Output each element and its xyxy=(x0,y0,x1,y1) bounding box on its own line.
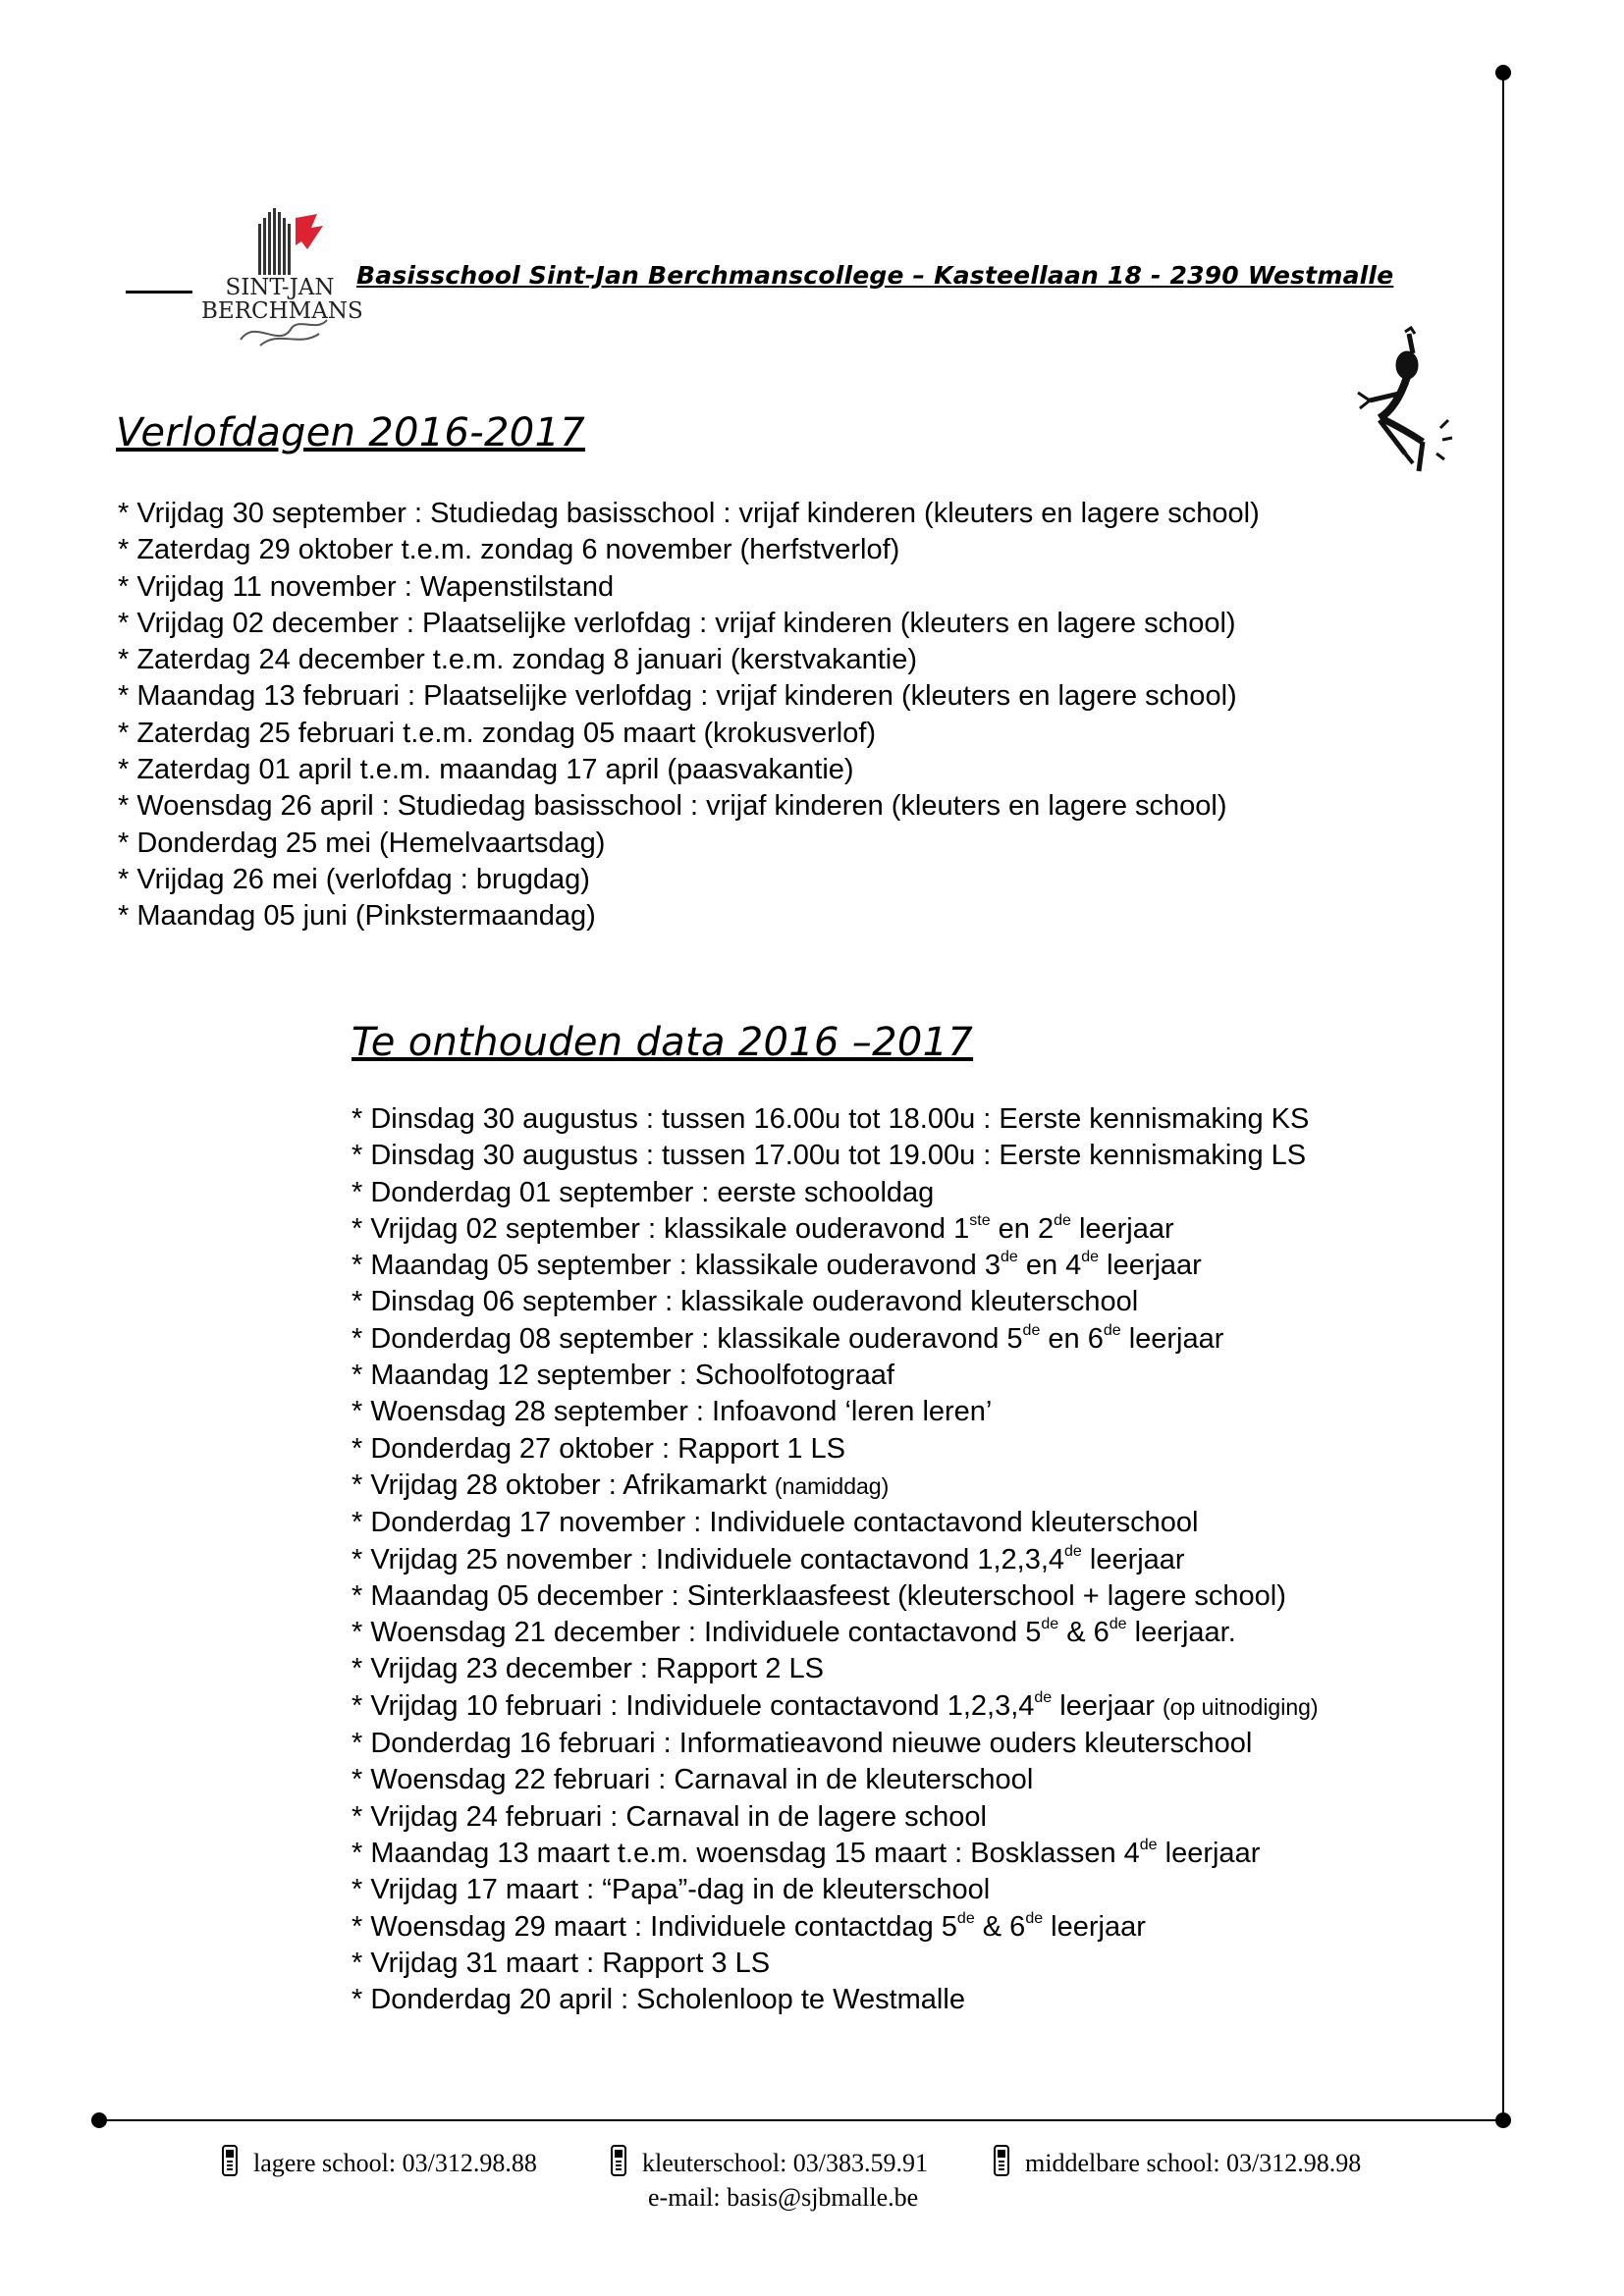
phone-icon xyxy=(218,2143,242,2178)
list-item-text: leerjaar xyxy=(1120,1322,1224,1355)
list-item: * Maandag 13 februari : Plaatselijke verlofdag : vrijaf kinderen (kleuters en lagere school) xyxy=(118,680,1237,713)
superscript: de xyxy=(1103,1321,1121,1339)
list-item-text: leerjaar xyxy=(1070,1212,1174,1245)
list-item xyxy=(352,1505,1319,1541)
list-item-text: * Donderdag 27 oktober : Rapport 1 LS xyxy=(352,1432,845,1465)
footer-lagere-school: lagere school: 03/312.98.88 xyxy=(253,2149,537,2177)
list-item xyxy=(352,1542,1319,1578)
frame-bottom-line xyxy=(98,2119,1504,2121)
figure-illustration xyxy=(1350,324,1468,491)
list-item xyxy=(352,1946,1319,1982)
footer-email: e-mail: basis@sjbmalle.be xyxy=(648,2183,919,2212)
list-item-text: (op uitnodiging) xyxy=(1163,1693,1319,1720)
list-item xyxy=(352,1909,1319,1946)
list-item-text: * Maandag 05 december : Sinterklaasfeest (kleuterschool + lagere school) xyxy=(352,1579,1286,1612)
list-item-text: leerjaar. xyxy=(1126,1617,1236,1649)
list-item xyxy=(352,1284,1319,1320)
figure-illustration-icon xyxy=(1350,324,1468,491)
list-item: * Vrijdag 30 september : Studiedag basisschool : vrijaf kinderen (kleuters en lagere school) xyxy=(118,498,1260,529)
list-item xyxy=(352,1688,1319,1726)
list-item-text: * Woensdag 22 februari : Carnaval in de kleuterschool xyxy=(352,1764,1034,1796)
list-item xyxy=(352,1101,1319,1138)
superscript: de xyxy=(1139,1836,1158,1853)
list-item xyxy=(352,1726,1319,1762)
verlofdagen-title: Verlofdagen 2016-2017 xyxy=(116,410,586,455)
list-item xyxy=(352,1431,1319,1468)
list-item-text: & 6 xyxy=(974,1910,1026,1943)
list-item: * Donderdag 25 mei (Hemelvaartsdag) xyxy=(118,827,606,859)
superscript: de xyxy=(1081,1249,1100,1266)
list-item xyxy=(352,1836,1319,1872)
phone-icon xyxy=(990,2143,1013,2178)
list-item-text: en 4 xyxy=(1017,1250,1082,1282)
list-item xyxy=(352,1799,1319,1836)
frame-dot-left xyxy=(91,2112,107,2128)
superscript: de xyxy=(956,1909,975,1927)
list-item-text: * Woensdag 29 maart : Individuele contactdag 5 xyxy=(352,1910,957,1943)
list-item-text: * Donderdag 08 september : klassikale ouderavond 5 xyxy=(352,1322,1023,1355)
superscript: de xyxy=(1064,1542,1082,1560)
list-item xyxy=(352,1321,1319,1358)
list-item: * Zaterdag 25 februari t.e.m. zondag 05 maart (krokusverlof) xyxy=(118,717,877,749)
list-item-text: * Donderdag 20 april : Scholenloop te Westmalle xyxy=(352,1984,965,2016)
list-item-text: * Dinsdag 06 september : klassikale ouderavond kleuterschool xyxy=(352,1286,1139,1318)
list-item: * Vrijdag 02 december : Plaatselijke verlofdag : vrijaf kinderen (kleuters en lagere school) xyxy=(118,607,1236,639)
frame-dot-top xyxy=(1495,65,1511,80)
list-item-text: * Dinsdag 30 augustus : tussen 17.00u tot 19.00u : Eerste kennismaking LS xyxy=(352,1140,1307,1172)
superscript: de xyxy=(1034,1688,1053,1706)
list-item-text: leerjaar xyxy=(1052,1689,1164,1722)
list-item-text: & 6 xyxy=(1058,1617,1110,1649)
superscript: de xyxy=(1054,1211,1071,1229)
superscript: de xyxy=(1025,1909,1044,1927)
list-item-text: * Woensdag 28 september : Infoavond ‘leren leren’ xyxy=(352,1396,993,1428)
list-item-text: * Donderdag 16 februari : Informatieavond nieuwe ouders kleuterschool xyxy=(352,1728,1253,1760)
list-item-text: * Donderdag 17 november : Individuele contactavond kleuterschool xyxy=(352,1507,1199,1539)
list-item xyxy=(352,1138,1319,1174)
frame-dot-corner xyxy=(1495,2112,1511,2128)
list-item: * Zaterdag 01 april t.e.m. maandag 17 april (paasvakantie) xyxy=(118,754,854,786)
list-item xyxy=(352,1248,1319,1284)
onthouden-title: Te onthouden data 2016 –2017 xyxy=(352,1020,974,1065)
list-item: * Zaterdag 29 oktober t.e.m. zondag 6 november (herfstverlof) xyxy=(118,534,900,566)
superscript: de xyxy=(1109,1616,1127,1633)
list-item-text: * Vrijdag 10 februari : Individuele contactavond 1,2,3,4 xyxy=(352,1689,1035,1722)
list-item-text: * Maandag 12 september : Schoolfotograaf xyxy=(352,1360,894,1392)
list-item-text: * Vrijdag 23 december : Rapport 2 LS xyxy=(352,1653,824,1685)
list-item-text: leerjaar xyxy=(1043,1910,1146,1943)
superscript: de xyxy=(1041,1616,1059,1633)
superscript: de xyxy=(1022,1321,1041,1339)
list-item-text: * Vrijdag 25 november : Individuele contactavond 1,2,3,4 xyxy=(352,1543,1065,1575)
list-item: * Vrijdag 26 mei (verlofdag : brugdag) xyxy=(118,863,590,895)
list-item-text: * Maandag 13 maart t.e.m. woensdag 15 maart : Bosklassen 4 xyxy=(352,1837,1140,1869)
list-item: * Maandag 05 juni (Pinkstermaandag) xyxy=(118,900,596,933)
list-item xyxy=(352,1651,1319,1687)
list-item xyxy=(352,1175,1319,1211)
list-item-text: en 6 xyxy=(1040,1322,1104,1355)
frame-right-line xyxy=(1502,73,1504,2120)
superscript: de xyxy=(1000,1249,1018,1266)
list-item xyxy=(352,1394,1319,1430)
footer-kleuterschool: kleuterschool: 03/383.59.91 xyxy=(642,2149,929,2177)
list-item-text: * Vrijdag 17 maart : “Papa”-dag in de kleuterschool xyxy=(352,1874,991,1906)
list-item xyxy=(352,1872,1319,1908)
list-item xyxy=(352,1358,1319,1394)
logo-name-line1: SINT-JAN xyxy=(225,275,335,300)
list-item-text: * Dinsdag 30 augustus : tussen 16.00u tot 18.00u : Eerste kennismaking KS xyxy=(352,1103,1310,1135)
verlofdagen-list xyxy=(118,496,1260,935)
list-item-text: * Vrijdag 24 februari : Carnaval in de lagere school xyxy=(352,1800,987,1833)
list-item-text: * Vrijdag 28 oktober : Afrikamarkt xyxy=(352,1468,775,1501)
list-item-text: * Donderdag 01 september : eerste schooldag xyxy=(352,1176,935,1208)
list-item xyxy=(352,1762,1319,1798)
list-item xyxy=(352,1211,1319,1248)
list-item xyxy=(352,1982,1319,2018)
school-logo xyxy=(201,202,363,349)
list-item-text: leerjaar xyxy=(1081,1543,1185,1575)
phone-icon xyxy=(607,2143,630,2178)
list-item-text: en 2 xyxy=(990,1212,1055,1245)
list-item: * Zaterdag 24 december t.e.m. zondag 8 januari (kerstvakantie) xyxy=(118,644,918,676)
list-item-text: * Woensdag 21 december : Individuele contactavond 5 xyxy=(352,1617,1042,1649)
list-item-text: (namiddag) xyxy=(774,1472,890,1499)
list-item: * Vrijdag 11 november : Wapenstilstand xyxy=(118,570,615,603)
list-item xyxy=(352,1468,1319,1505)
list-item-text: * Vrijdag 31 maart : Rapport 3 LS xyxy=(352,1947,771,1979)
header-rule xyxy=(126,291,192,294)
onthouden-list xyxy=(352,1101,1319,2018)
footer-middelbare-school: middelbare school: 03/312.98.98 xyxy=(1025,2149,1362,2177)
list-item xyxy=(352,1578,1319,1615)
list-item-text: * Maandag 05 september : klassikale ouderavond 3 xyxy=(352,1250,1001,1282)
superscript: ste xyxy=(969,1211,991,1229)
list-item-text: leerjaar xyxy=(1099,1250,1202,1282)
list-item: * Woensdag 26 april : Studiedag basisschool : vrijaf kinderen (kleuters en lagere school) xyxy=(118,790,1227,823)
list-item-text: * Vrijdag 02 september : klassikale ouderavond 1 xyxy=(352,1212,970,1245)
list-item xyxy=(352,1615,1319,1651)
list-item-text: leerjaar xyxy=(1157,1837,1261,1869)
logo-name-line2: BERCHMANS xyxy=(201,298,363,324)
school-address-line: Basisschool Sint-Jan Berchmanscollege – Kasteellaan 18 - 2390 Westmalle xyxy=(356,261,1394,290)
